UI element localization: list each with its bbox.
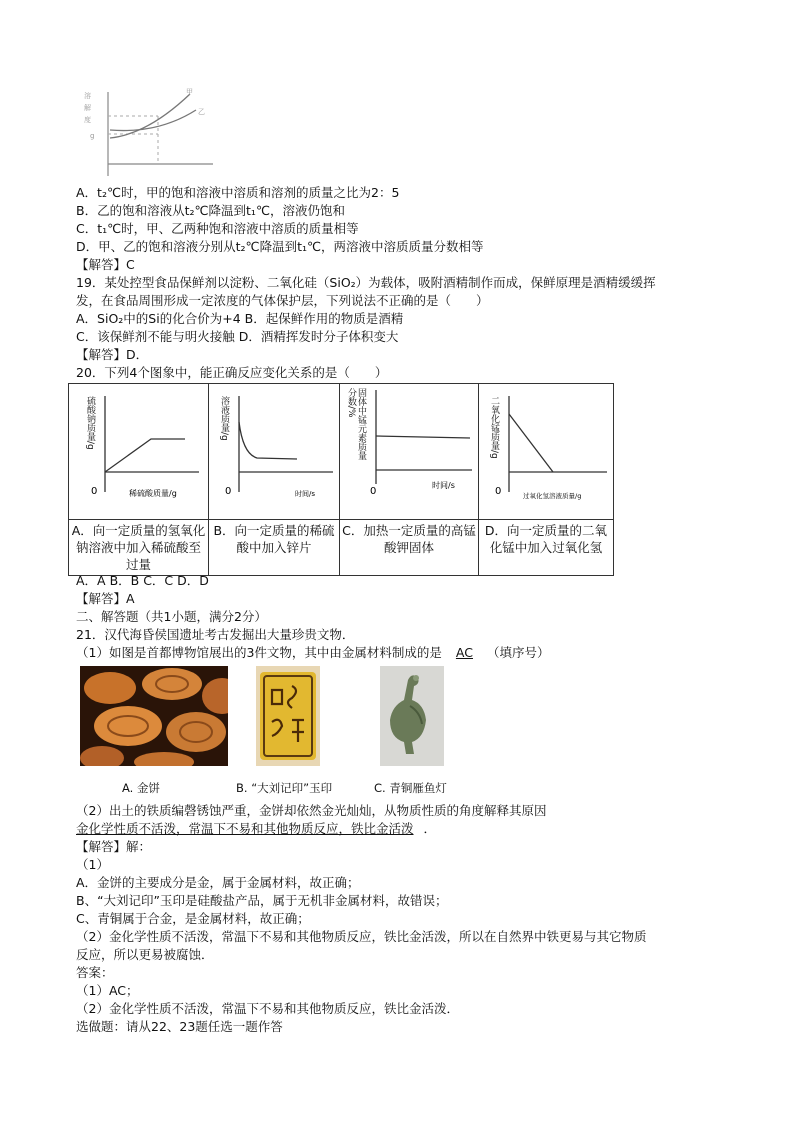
- q21-part1-tail: （填序号）: [486, 645, 550, 660]
- graph-cell-b: [209, 384, 340, 520]
- q21-stem: 21．汉代海昏侯国遗址考古发掘出大量珍贵文物．: [76, 627, 355, 642]
- caption-c: C．加热一定质量的高锰酸钾固体: [342, 523, 476, 555]
- graph-d-ylabel: 二氧化锰质量/g: [489, 396, 499, 459]
- solution-c: C、青铜属于合金，是金属材料，故正确；: [76, 911, 310, 926]
- svg-text:度: 度: [84, 116, 91, 124]
- q20-answer: 【解答】A: [76, 591, 135, 606]
- jade-seal-image: [256, 666, 320, 766]
- graph-a-xlabel: 稀硫酸质量/g: [129, 489, 177, 498]
- q19-options-ab: A．SiO₂中的Si的化合价为+4 B．起保鲜作用的物质是酒精: [76, 311, 404, 326]
- q19-answer: 【解答】D．: [76, 347, 149, 362]
- q18-option-d: D．甲、乙的饱和溶液分别从t₂℃降温到t₁℃，两溶液中溶质质量分数相等: [76, 239, 484, 254]
- q21-part2: （2）出土的铁质编磬锈蚀严重，金饼却依然金光灿灿，从物质性质的角度解释其原因: [76, 803, 547, 818]
- q19-stem-2: 发，在食品周围形成一定浓度的气体保护层，下列说法不正确的是（ ）: [76, 293, 489, 308]
- q21-part2-blank: 金化学性质不活泼，常温下不易和其他物质反应，铁比金活泼: [76, 821, 414, 836]
- caption-bronze-lamp: C. 青铜雁鱼灯: [374, 781, 447, 795]
- solubility-graph: [78, 86, 218, 182]
- caption-jade-seal: B. “大刘记印”玉印: [236, 781, 333, 795]
- q21-part1-blank: AC: [455, 645, 473, 660]
- graph-a-origin: 0: [91, 486, 98, 497]
- part2-heading: 二、解答题（共1小题，满分2分）: [76, 609, 267, 624]
- solution-b: B、“大刘记印”玉印是硅酸盐产品，属于无机非金属材料，故错误；: [76, 893, 448, 908]
- q20-graph-table: [68, 383, 614, 576]
- q21-part1-text: （1）如图是首都博物馆展出的3件文物，其中由金属材料制成的是: [76, 645, 442, 660]
- q18-option-c: C．t₁℃时，甲、乙两种饱和溶液中溶质的质量相等: [76, 221, 359, 236]
- graph-c-origin: 0: [370, 486, 377, 497]
- q21-part2-answer: [76, 820, 436, 838]
- graph-b: [209, 384, 339, 516]
- graph-d-xlabel: 过氧化氢溶液质量/g: [523, 492, 582, 500]
- svg-text:溶: 溶: [84, 92, 91, 100]
- q19-options-cd: C．该保鲜剂不能与明火接触 D．酒精挥发时分子体积变大: [76, 329, 399, 344]
- graph-cell-a: [69, 384, 209, 520]
- caption-a: A．向一定质量的氢氧化钠溶液中加入稀硫酸至过量: [71, 523, 206, 572]
- elective-note: 选做题：请从22、23题任选一题作答: [76, 1019, 283, 1034]
- q21-part1: [76, 644, 550, 662]
- graph-cell-c: [340, 384, 479, 520]
- bronze-lamp-image: [380, 666, 444, 766]
- solution-heading: 【解答】解：: [76, 839, 152, 854]
- graph-a-ylabel: 硫酸钠质量/g: [85, 396, 95, 450]
- graph-c: [340, 384, 478, 516]
- graph-d-origin: 0: [495, 486, 502, 497]
- q20-stem: 20．下列4个图象中，能正确反应变化关系的是（ ）: [76, 365, 388, 380]
- svg-text:解: 解: [84, 104, 91, 112]
- answer-1: （1）AC；: [76, 983, 139, 998]
- graph-c-xlabel: 时间/s: [432, 481, 455, 490]
- svg-text:g: g: [90, 132, 95, 140]
- q19-stem-1: 19．某处控型食品保鲜剂以淀粉、二氧化硅（SiO₂）为载体，吸附酒精制作而成，保鲜原理是酒精缓缓挥: [76, 275, 656, 290]
- graph-b-xlabel: 时间/s: [295, 490, 316, 498]
- solution-part1: （1）: [76, 857, 109, 872]
- answer-heading: 答案：: [76, 965, 114, 980]
- solution-a: A．金饼的主要成分是金，属于金属材料，故正确；: [76, 875, 360, 890]
- graph-cell-d: [479, 384, 614, 520]
- graph-c-ylabel: 固体中锰元素质量分数/%: [346, 388, 366, 460]
- q18-answer: 【解答】C: [76, 257, 135, 272]
- q18-option-b: B．乙的饱和溶液从t₂℃降温到t₁℃，溶液仍饱和: [76, 203, 345, 218]
- q21-part2-tail: ．: [423, 821, 437, 836]
- svg-text:乙: 乙: [198, 108, 205, 116]
- graph-b-ylabel: 溶液质量/g: [219, 396, 229, 441]
- caption-gold-cake: A. 金饼: [122, 781, 160, 795]
- graph-b-origin: 0: [225, 486, 232, 497]
- caption-b: B．向一定质量的稀硫酸中加入锌片: [213, 523, 335, 555]
- graph-d: [479, 384, 613, 516]
- q20-choices: A．A B．B C．C D．D: [76, 573, 209, 588]
- svg-text:甲: 甲: [186, 88, 193, 96]
- caption-d: D．向一定质量的二氧化锰中加入过氧化氢: [484, 523, 608, 555]
- solution-part2-b: 反应，所以更易被腐蚀．: [76, 947, 214, 962]
- solution-part2-a: （2）金化学性质不活泼，常温下不易和其他物质反应，铁比金活泼，所以在自然界中铁更易与其它物质: [76, 929, 647, 944]
- q18-option-a: A．t₂℃时，甲的饱和溶液中溶质和溶剂的质量之比为2：5: [76, 185, 400, 200]
- graph-a: [69, 384, 208, 516]
- answer-2: （2）金化学性质不活泼，常温下不易和其他物质反应，铁比金活泼．: [76, 1001, 459, 1016]
- gold-cakes-image: [80, 666, 228, 766]
